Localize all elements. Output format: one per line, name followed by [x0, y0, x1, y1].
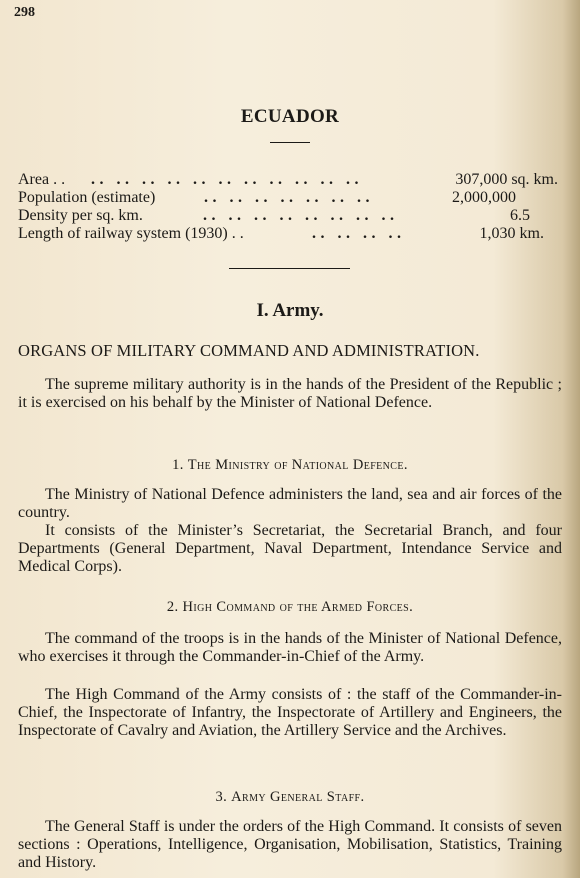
subsection-heading-2 [0, 599, 580, 616]
stat-value: 6.5 [510, 207, 530, 224]
subsection-heading-1 [0, 457, 580, 474]
stat-value: 1,030 km. [479, 225, 544, 242]
stat-row-population [18, 189, 558, 207]
leader-dots: .. .. .. .. [312, 225, 406, 242]
stat-label: Length of railway system (1930) . . [18, 225, 244, 242]
subsection-title: The Ministry of National Defence. [187, 457, 408, 473]
subsection-title: Army General Staff. [231, 789, 365, 805]
leader-dots: .. .. .. .. .. .. .. [204, 189, 374, 206]
intro-paragraph: The supreme military authority is in the hands of the President of the Republic ; it is exercised on his behalf by the Minister of National Defence. [18, 376, 562, 411]
paragraph: The command of the troops is in the hands of the Minister of National Defence, who exercises it through the Commander-in-Chief of the Army. [18, 630, 562, 665]
section-title: I. Army. [256, 300, 324, 321]
stat-label: Area . . [18, 171, 66, 188]
paragraph: The General Staff is under the orders of the High Command. It consists of seven sections : Operations, Intelligence, Organisation, Mobilisation, Statistics, Training and History. [18, 818, 562, 871]
stat-label: Population (estimate) [18, 189, 156, 206]
stat-row-area [18, 171, 558, 189]
stat-row-railway [18, 225, 558, 243]
stat-value: 307,000 sq. km. [455, 171, 558, 188]
stat-label: Density per sq. km. [18, 207, 143, 224]
subject-heading: ORGANS OF MILITARY COMMAND AND ADMINISTRATION. [18, 341, 480, 360]
subsection-heading-3 [0, 789, 580, 806]
subsection-number: 2. [166, 599, 179, 615]
subsection-title: High Command of the Armed Forces. [182, 599, 414, 615]
leader-dots: .. .. .. .. .. .. .. .. [203, 207, 399, 224]
page-number: 298 [14, 5, 35, 20]
paragraph: The Ministry of National Defence administers the land, sea and air forces of the country. [18, 486, 562, 521]
section-divider [229, 268, 350, 269]
paragraph: It consists of the Minister’s Secretariat, the Secretarial Branch, and four Departments (General Department, Naval Department, Intendance Service and Medical Corps). [18, 522, 562, 575]
stat-value: 2,000,000 [452, 189, 516, 206]
country-heading: ECUADOR [240, 106, 340, 127]
stat-row-density [18, 207, 558, 225]
short-divider [270, 142, 310, 143]
subsection-number: 3. [215, 789, 228, 805]
paragraph: The High Command of the Army consists of : the staff of the Commander-in-Chief, the Inspectorate of Infantry, the Inspectorate of Artillery and Engineers, the Inspectorate of Cavalry and Aviation, the Artillery Service and the Archives. [18, 686, 562, 739]
statistics-block [18, 171, 558, 243]
leader-dots: .. .. .. .. .. .. .. .. .. .. .. [91, 171, 363, 188]
subsection-number: 1. [172, 457, 184, 473]
